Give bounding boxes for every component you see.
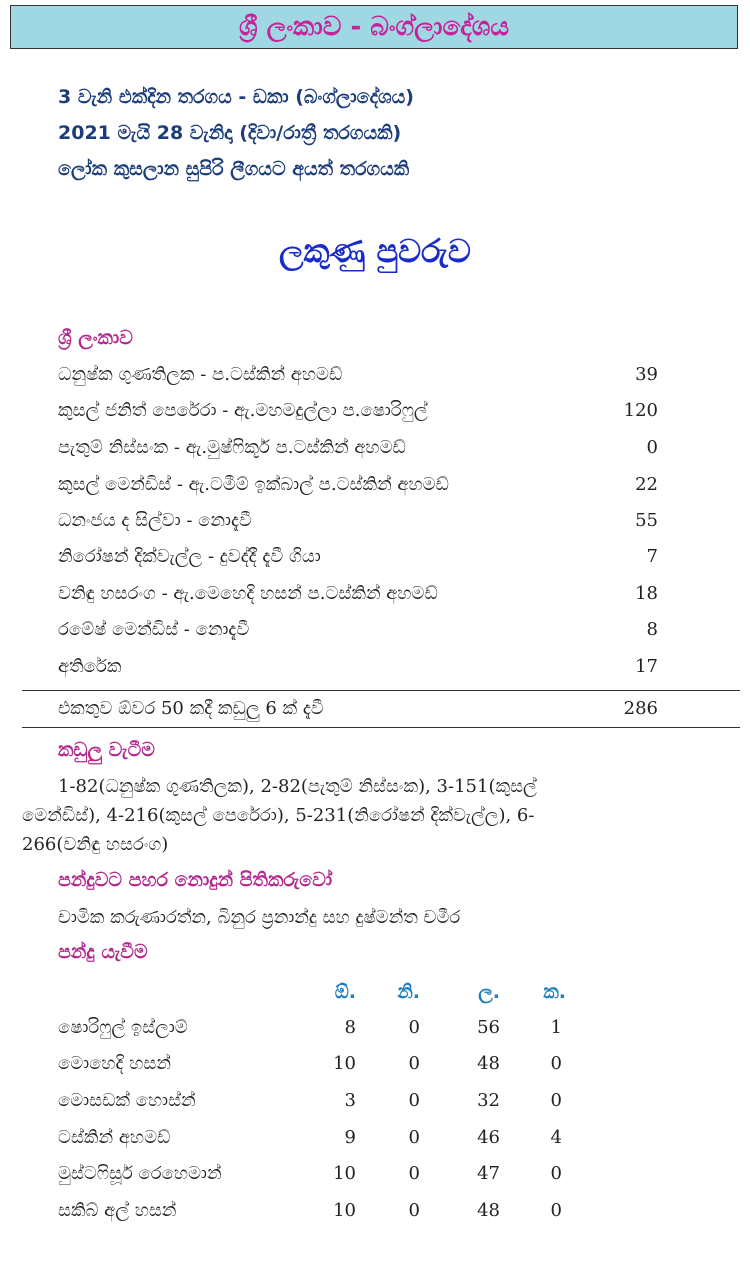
batsman-runs: 7 [646, 546, 658, 567]
batsman-runs: 8 [646, 619, 658, 640]
extras-row [58, 656, 658, 686]
bowler-runs: 47 [477, 1163, 500, 1184]
bowling-row [58, 1163, 578, 1193]
batsman-runs: 0 [646, 437, 658, 458]
bowler-name: සකිබ් අල් හසන් [58, 1200, 177, 1221]
fall-of-wickets-line: මෙන්ඩිස්), 4-216(කුසල් පෙරේරා), 5-231(නිරෝෂන් දික්වැල්ල), 6- [22, 805, 535, 826]
extras-runs: 17 [635, 656, 658, 677]
bowler-maidens: 0 [408, 1017, 420, 1038]
divider [22, 690, 740, 691]
match-info-line: ලෝක කුසලාන සුපිරි ලීගයට අයත් තරගයකි [58, 158, 410, 180]
bowling-row [58, 1127, 578, 1157]
did-not-bat-list: චාමික කරුණාරත්න, බිනුර ප්‍රනාන්දු සහ දුෂ්මන්ත චමීර [58, 907, 461, 928]
bowler-wickets: 4 [550, 1127, 562, 1148]
batsman-name: නිරෝෂන් දික්වැල්ල - දුවද්දී දැවී ගියා [58, 546, 321, 567]
batting-row [58, 400, 658, 430]
match-info-line: 2021 මැයි 28 වැනිදා (දිවා/රාත්‍රී තරගයකි) [58, 122, 402, 144]
bowling-row [58, 1017, 578, 1047]
bowler-name: ටස්කින් අහමඩ් [58, 1127, 171, 1148]
bowler-wickets: 1 [550, 1017, 562, 1038]
batsman-runs: 22 [635, 474, 658, 495]
batting-row [58, 546, 658, 576]
bowler-name: මොසඩක් හොස්න් [58, 1090, 196, 1111]
batting-row [58, 437, 658, 467]
bowling-row [58, 1053, 578, 1083]
bowler-maidens: 0 [408, 1090, 420, 1111]
fall-of-wickets-heading: කඩුලු වැටීම [58, 739, 155, 761]
batsman-name: කුසල් මෙන්ඩිස් - ඇ.ටමීම් ඉක්බාල් ප.ටස්කින් අහමඩ් [58, 474, 449, 495]
batsman-name: කුසල් ජනිත් පෙරේරා - ඇ.මහමදුල්ලා ප.ෂොරිෆුල් [58, 400, 428, 421]
bowler-overs: 9 [344, 1127, 356, 1148]
col-head-runs: ල. [478, 981, 500, 1003]
batsman-runs: 55 [635, 510, 658, 531]
bowler-maidens: 0 [408, 1200, 420, 1221]
bowler-maidens: 0 [408, 1053, 420, 1074]
bowler-wickets: 0 [550, 1200, 562, 1221]
match-info-line: 3 වැනි එක්දින තරගය - ඩකා (බංග්ලාදේශය) [58, 86, 414, 108]
batsman-name: ධනංජය ද සිල්වා - නොදැවී [58, 510, 252, 531]
bowler-overs: 3 [344, 1090, 356, 1111]
bowler-overs: 10 [333, 1163, 356, 1184]
col-head-overs: ඕ. [334, 981, 356, 1003]
col-head-maidens: නි. [397, 981, 420, 1003]
fall-of-wickets-line: 1-82(ධනුෂ්ක ගුණතිලක), 2-82(පැතුම් නිස්සංක), 3-151(කුසල් [58, 776, 537, 797]
bowler-name: මුස්ටෆිසූර් රෙහෙමාන් [58, 1163, 222, 1184]
bowler-overs: 10 [333, 1053, 356, 1074]
scorecard-title: ලකුණු පුවරුව [279, 232, 471, 270]
bowler-overs: 10 [333, 1200, 356, 1221]
bowler-runs: 48 [477, 1200, 500, 1221]
bowler-runs: 56 [477, 1017, 500, 1038]
batting-row [58, 364, 658, 394]
title-banner [10, 5, 738, 49]
batsman-name: පැතුම් නිස්සංක - ඇ.මුෂ්ෆිකූර් ප.ටස්කින් අහමඩ් [58, 437, 406, 458]
bowling-row [58, 1090, 578, 1120]
bowler-runs: 46 [477, 1127, 500, 1148]
bowler-runs: 48 [477, 1053, 500, 1074]
batsman-name: වනිඳු හසරංග - ඇ.මෙහෙදි හසන් ප.ටස්කින් අහමඩ් [58, 583, 438, 604]
bowler-maidens: 0 [408, 1127, 420, 1148]
bowler-wickets: 0 [550, 1090, 562, 1111]
extras-label: අතිරේක [58, 656, 122, 677]
batting-team-heading: ශ්‍රී ලංකාව [58, 327, 133, 349]
bowler-maidens: 0 [408, 1163, 420, 1184]
batsman-name: රමේෂ් මෙන්ඩිස් - නොදැවී [58, 619, 250, 640]
total-runs: 286 [623, 698, 658, 719]
bowling-row [58, 1200, 578, 1230]
page-title: ශ්‍රී ලංකාව - බංග්ලාදේශය [238, 11, 510, 42]
total-label: එකතුව ඕවර 50 කදී කඩුලු 6 ක් දැවී [58, 698, 324, 719]
col-head-wickets: ක. [543, 981, 566, 1003]
batsman-runs: 18 [635, 583, 658, 604]
total-row [58, 698, 658, 728]
bowler-name: ෂොරිෆුල් ඉස්ලාම් [58, 1017, 188, 1038]
batting-row [58, 510, 658, 540]
batsman-name: ධනුෂ්ක ගුණතිලක - ප.ටස්කින් අහමඩ් [58, 364, 343, 385]
batting-row [58, 583, 658, 613]
did-not-bat-heading: පන්දුවට පහර නොදුන් පිතිකරුවෝ [58, 869, 333, 891]
batting-row [58, 474, 658, 504]
bowler-name: මොහෙදි හසන් [58, 1053, 171, 1074]
divider [22, 727, 740, 728]
batsman-runs: 120 [623, 400, 658, 421]
bowling-heading: පන්දු යැවීම [58, 941, 148, 963]
bowler-runs: 32 [477, 1090, 500, 1111]
batting-row [58, 619, 658, 649]
batsman-runs: 39 [635, 364, 658, 385]
bowler-wickets: 0 [550, 1163, 562, 1184]
fall-of-wickets-line: 266(වනිඳු හසරංග) [22, 834, 169, 855]
bowler-wickets: 0 [550, 1053, 562, 1074]
bowler-overs: 8 [344, 1017, 356, 1038]
